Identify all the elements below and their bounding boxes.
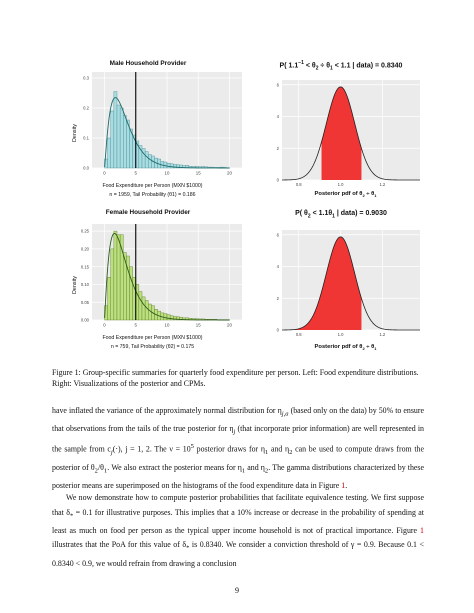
x-tick-label: 10 bbox=[164, 322, 170, 328]
x-tick-label: 10 bbox=[164, 170, 170, 176]
y-tick-label: 2 bbox=[276, 295, 279, 301]
y-tick-label: 0.25 bbox=[80, 228, 89, 234]
figure-caption bbox=[52, 367, 424, 389]
page-number: 9 bbox=[235, 586, 239, 595]
y-tick-label: 2 bbox=[276, 145, 279, 151]
hist-bar bbox=[111, 111, 114, 168]
hist-bar bbox=[117, 235, 120, 320]
hist-bar bbox=[108, 277, 111, 320]
y-tick-label: 0.3 bbox=[83, 75, 89, 81]
caption-text: Group-specific summaries for quarterly food expenditure per person. Left: Food expenditure distributions. Right: Visualizations of the posterior and CPMs. bbox=[52, 368, 419, 388]
figure-ref-link[interactable]: 1 bbox=[341, 481, 346, 491]
male-hist-xlabel2: n = 1959, Tail Probability (θ1) = 0.186 bbox=[109, 192, 196, 198]
posterior2-xlabel: Posterior pdf of $\theta_2 \div \theta_1$ bbox=[314, 344, 377, 352]
x-tick-label: 1.0 bbox=[337, 332, 344, 337]
x-tick-label: 5 bbox=[134, 170, 137, 176]
male-hist-ylabel: Density bbox=[72, 124, 78, 142]
hist-bar bbox=[170, 316, 173, 320]
hist-bar bbox=[117, 105, 120, 168]
hist-bar bbox=[170, 164, 173, 168]
hist-bar bbox=[167, 163, 170, 168]
y-tick-label: 0.2 bbox=[83, 105, 89, 111]
hist-bar bbox=[164, 314, 167, 320]
y-tick-label: 0.1 bbox=[83, 135, 89, 141]
posterior2-plot bbox=[268, 228, 423, 340]
hist-bar bbox=[123, 116, 126, 169]
male-hist-xlabel: Food Expenditure per Person (MXN $1000) bbox=[102, 183, 203, 189]
female-hist-plot bbox=[70, 222, 250, 334]
y-tick-label: 6 bbox=[276, 82, 279, 88]
x-tick-label: 0 bbox=[103, 322, 106, 328]
hist-bar bbox=[108, 138, 111, 168]
x-tick-label: 1.2 bbox=[379, 332, 386, 337]
x-tick-label: 0.8 bbox=[295, 182, 302, 187]
hist-bar bbox=[164, 162, 167, 168]
hist-bar bbox=[145, 300, 148, 320]
x-tick-label: 1.0 bbox=[337, 182, 344, 187]
y-tick-label: 0.05 bbox=[80, 299, 89, 305]
y-tick-label: 0.15 bbox=[80, 264, 89, 270]
male-hist-plot bbox=[70, 70, 250, 182]
y-tick-label: 0.20 bbox=[80, 246, 89, 252]
y-tick-label: 4 bbox=[276, 114, 279, 120]
y-tick-label: 0 bbox=[276, 327, 279, 333]
posterior2-title: P( $\theta_2 < 1.1\theta_1$ | data) = 0.9030 bbox=[295, 210, 387, 220]
caption-label: Figure 1: bbox=[52, 368, 81, 377]
female-hist-title: Female Household Provider bbox=[105, 209, 191, 216]
y-tick-label: 4 bbox=[276, 264, 279, 270]
posterior1-title: P( $1.1^{-1} < \theta_2 \div \theta_1 < 1.1$ | data) = 0.8340 bbox=[279, 60, 403, 72]
y-tick-label: 6 bbox=[276, 232, 279, 238]
hist-bar bbox=[120, 108, 123, 168]
x-tick-label: 15 bbox=[195, 322, 201, 328]
figure-ref-link-2[interactable]: 1 bbox=[420, 525, 424, 535]
female-hist-ylabel: Density bbox=[72, 276, 78, 294]
hist-bar bbox=[111, 249, 114, 320]
body-paragraph-1: have inflated the variance of the approximately normal distribution for $\eta_{j,a}$ (based only on the data) by 50% to ensure that observations from the tails of the true posterior for $\eta_j$ (that incorporate prior information) are well represented in the sample from $c_j(\cdot)$, j = 1, 2. The $\nu = 10^5$ posterior draws for $\eta_1$ and $\eta_2$ can be used to compute draws from the posterior of $\theta_2/\theta_1$. We also extract the posterior means for $\eta_1$ and $\eta_2$. The gamma distributions characterized by these posterior means are superimposed on the histograms of the food expenditure data in Figure 1. bbox=[52, 406, 425, 491]
y-tick-label: 0.10 bbox=[80, 282, 89, 288]
x-tick-label: 1.2 bbox=[379, 182, 386, 187]
x-tick-label: 20 bbox=[227, 322, 232, 328]
hist-bar bbox=[167, 315, 170, 320]
x-tick-label: 5 bbox=[134, 322, 137, 328]
y-tick-label: 0 bbox=[276, 177, 279, 183]
hist-bar bbox=[114, 92, 117, 169]
y-tick-label: 0.00 bbox=[80, 317, 89, 323]
male-hist-title: Male Household Provider bbox=[109, 60, 187, 67]
hist-bar bbox=[148, 155, 151, 169]
posterior1-plot bbox=[268, 78, 423, 190]
y-tick-label: 0.0 bbox=[83, 165, 89, 171]
x-tick-label: 20 bbox=[227, 170, 232, 176]
hist-bar bbox=[142, 297, 145, 320]
x-tick-label: 15 bbox=[195, 170, 201, 176]
hist-bar bbox=[139, 292, 142, 320]
hist-bar bbox=[114, 231, 117, 320]
x-tick-label: 0 bbox=[103, 170, 106, 176]
x-tick-label: 0.8 bbox=[295, 332, 302, 337]
female-hist-xlabel: Food Expenditure per Person (MXN $1000) bbox=[102, 335, 203, 341]
body-paragraph-2: We now demonstrate how to compute posterior probabilities that facilitate equivalence testing. We first suppose that $\delta_* = 0.1$ for illustrative purposes. This implies that a 10% increase or decrease in the probability of spending at least as much on food per person as the typical upper income household is not of practical importance. Figure 1 illustrates that the PoA for this value of $\delta_*$ is 0.8340. We consider a conviction threshold of γ = 0.9. Because 0.1 < 0.8340 < 0.9, we would refrain from drawing a conclusion bbox=[52, 493, 424, 568]
female-hist-xlabel2: n = 759, Tail Probability (θ2) = 0.175 bbox=[110, 344, 195, 350]
hist-bar bbox=[145, 152, 148, 169]
posterior1-xlabel: Posterior pdf of $\theta_2 \div \theta_1$ bbox=[314, 191, 377, 199]
